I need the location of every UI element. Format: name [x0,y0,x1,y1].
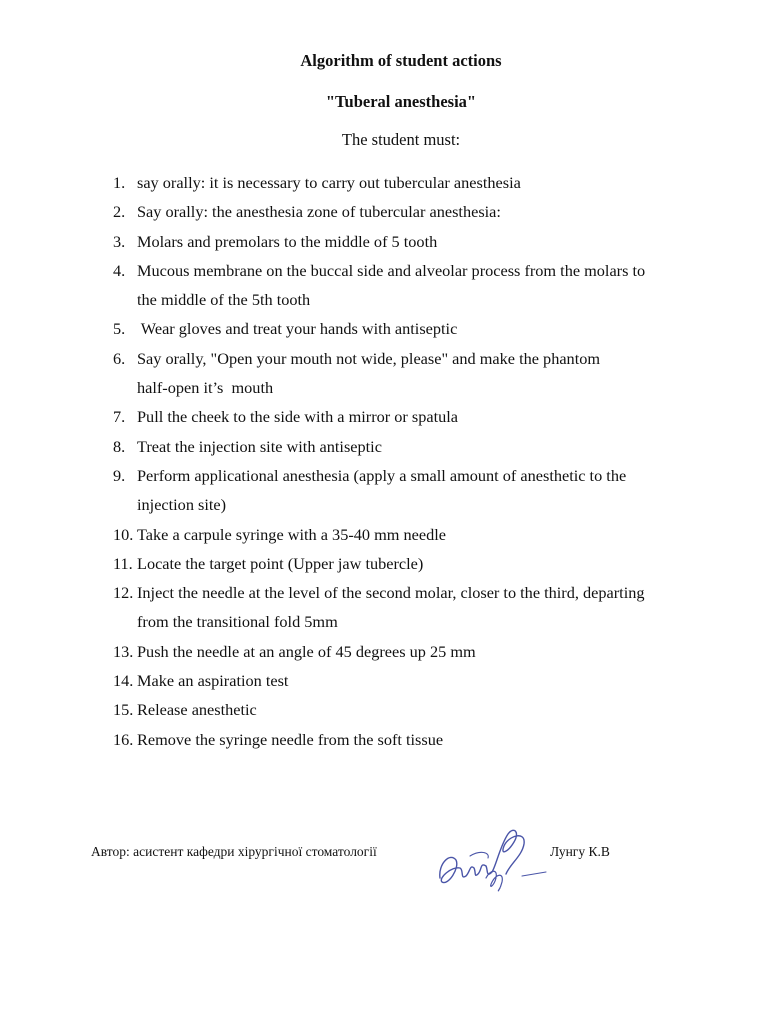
step-text: Say orally: the anesthesia zone of tubercular anesthesia: [137,202,501,222]
step-item [113,314,713,343]
step-item [113,168,713,197]
step-text: Molars and premolars to the middle of 5 tooth [137,231,438,251]
step-number: 9. [113,465,126,485]
step-number: 11. [113,553,133,573]
step-item [113,637,713,666]
step-number: 14. [113,671,134,691]
step-item [113,695,713,724]
step-text: Treat the injection site with antiseptic [137,436,382,456]
step-number: 1. [113,173,126,192]
signature-image [430,816,550,896]
step-text: Make an aspiration test [137,671,289,691]
step-number: 4. [113,260,126,280]
step-item [113,461,713,520]
step-number: 8. [113,436,126,456]
step-item [113,197,713,226]
step-text: Inject the needle at the level of the second molar, closer to the third, departing [137,583,645,603]
steps-list [113,168,713,754]
step-text: say orally: it is necessary to carry out tubercular anesthesia [137,173,521,192]
step-number: 10. [113,524,134,544]
step-number: 12. [113,583,134,603]
step-text: Pull the cheek to the side with a mirror or spatula [137,407,459,427]
step-item [113,666,713,695]
step-number: 2. [113,202,126,222]
step-number: 16. [113,729,134,749]
step-text: half-open it’s mouth [137,378,274,398]
step-number: 6. [113,348,126,368]
step-number: 13. [113,641,134,661]
step-text: Release anesthetic [137,700,257,720]
step-text: Mucous membrane on the buccal side and alveolar process from the molars to [137,260,646,280]
step-text: Perform applicational anesthesia (apply a small amount of anesthetic to the [137,465,627,485]
step-item [113,344,713,403]
step-item [113,725,713,754]
step-text: Remove the syringe needle from the soft tissue [137,729,444,749]
step-text: the middle of the 5th tooth [137,290,311,310]
document-subtitle: "Tuberal anesthesia" [325,92,477,111]
step-item [113,256,713,315]
step-text: Wear gloves and treat your hands with antiseptic [137,319,458,339]
step-text: injection site) [137,495,227,515]
step-text: Locate the target point (Upper jaw tubercle) [137,553,424,573]
document-title: Algorithm of student actions [300,51,502,70]
step-text: Take a carpule syringe with a 35-40 mm needle [137,524,446,544]
step-number: 5. [113,319,126,339]
step-item [113,520,713,549]
step-item [113,227,713,256]
step-number: 3. [113,231,126,251]
step-text: Say orally, "Open your mouth not wide, please" and make the phantom [137,348,601,368]
step-text: Push the needle at an angle of 45 degrees up 25 mm [137,641,476,661]
step-item [113,549,713,578]
author-name: Лунгу К.В [550,844,610,859]
step-item [113,578,713,637]
step-number: 15. [113,700,134,720]
step-text: from the transitional fold 5mm [137,612,338,632]
step-number: 7. [113,407,126,427]
step-item [113,402,713,431]
author-label: Автор: асистент кафедри хірургічної стоматології [91,844,377,859]
step-item [113,432,713,461]
intro-text: The student must: [341,130,461,149]
